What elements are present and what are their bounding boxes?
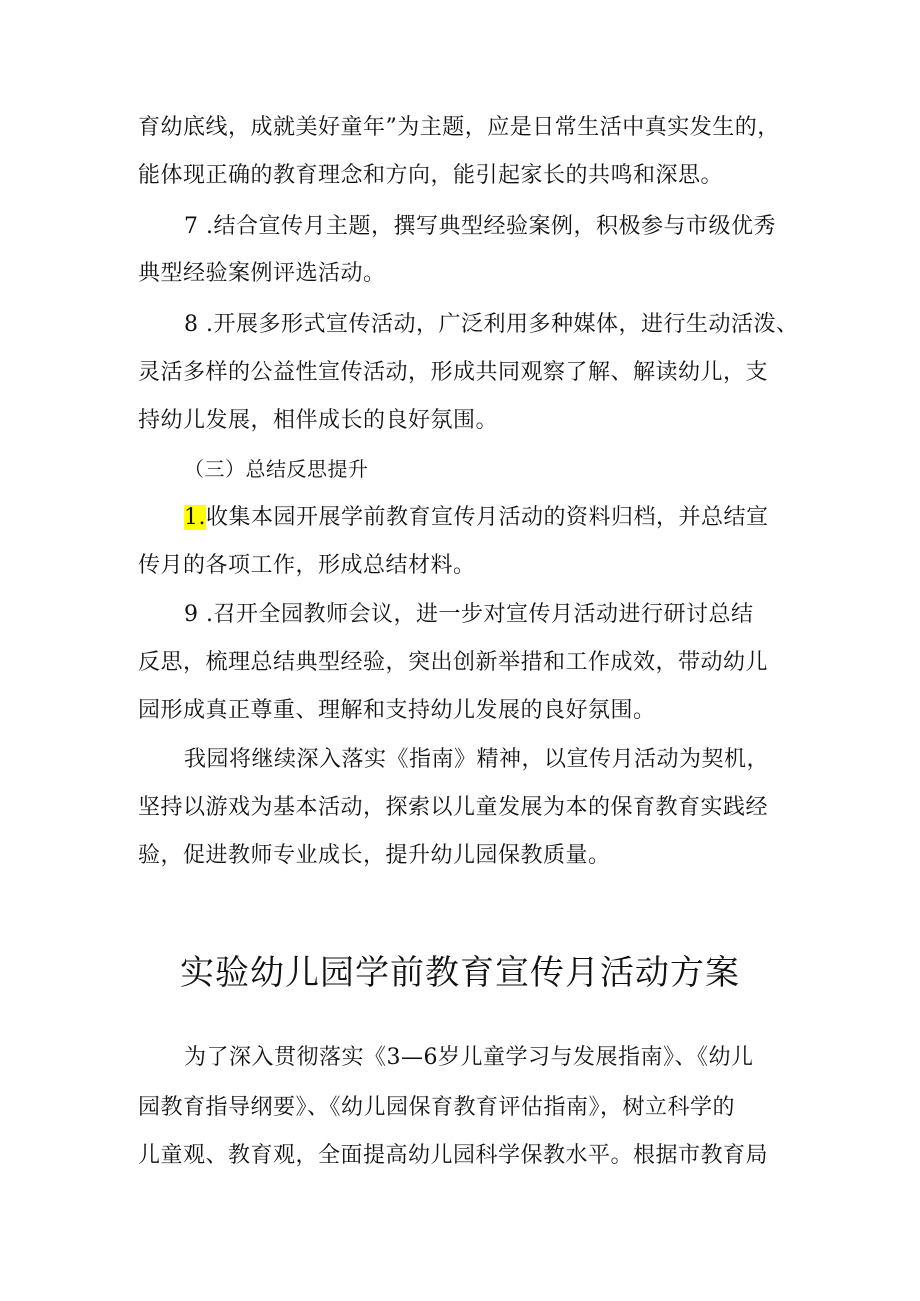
intro-line: 园教育指导纲要》、《幼儿园保育教育评估指南》，树立科学的 — [138, 1095, 736, 1120]
section-heading: （三）总结反思提升 — [184, 457, 369, 481]
body-line: 坚持以游戏为基本活动，探索以儿童发展为本的保育教育实践经 — [138, 795, 769, 820]
list-item-9: 9 .召开全园教师会议，进一步对宣传月活动进行研讨总结 — [184, 602, 754, 627]
body-line: 灵活多样的公益性宣传活动，形成共同观察了解、解读幼儿，支 — [138, 360, 769, 385]
intro-line: 为了深入贯彻落实《3—6岁儿童学习与发展指南》、《幼儿 — [184, 1045, 754, 1070]
body-line: 育幼底线，成就美好童年”为主题，应是日常生活中真实发生的， — [138, 115, 780, 140]
list-item-1 — [184, 500, 798, 536]
highlighted-number: 1. — [184, 505, 206, 530]
body-line: 能体现正确的教育理念和方向，能引起家长的共鸣和深思。 — [138, 163, 724, 188]
list-item-7: 7 .结合宣传月主题，撰写典型经验案例，积极参与市级优秀 — [184, 214, 776, 239]
body-line: 典型经验案例评选活动。 — [138, 261, 386, 286]
list-item-text: 收集本园开展学前教育宣传月活动的资料归档，并总结宣 — [206, 505, 769, 530]
body-line: 我园将继续深入落实《指南》精神，以宣传月活动为契机， — [184, 747, 770, 772]
document-title: 实验幼儿园学前教育宣传月活动方案 — [180, 953, 740, 993]
body-line: 持幼儿发展，相伴成长的良好氛围。 — [138, 408, 499, 433]
body-line: 验，促进教师专业成长，提升幼儿园保教质量。 — [138, 843, 611, 868]
list-item-8: 8 .开展多形式宣传活动，广泛利用多种媒体，进行生动活泼、 — [184, 312, 799, 337]
body-line: 反思，梳理总结典型经验，突出创新举措和工作成效，带动幼儿 — [138, 650, 769, 675]
intro-line: 儿童观、教育观，全面提高幼儿园科学保教水平。根据市教育局 — [138, 1143, 769, 1168]
body-line: 传月的各项工作，形成总结材料。 — [138, 553, 476, 578]
body-line: 园形成真正尊重、理解和支持幼儿发展的良好氛围。 — [138, 698, 656, 723]
